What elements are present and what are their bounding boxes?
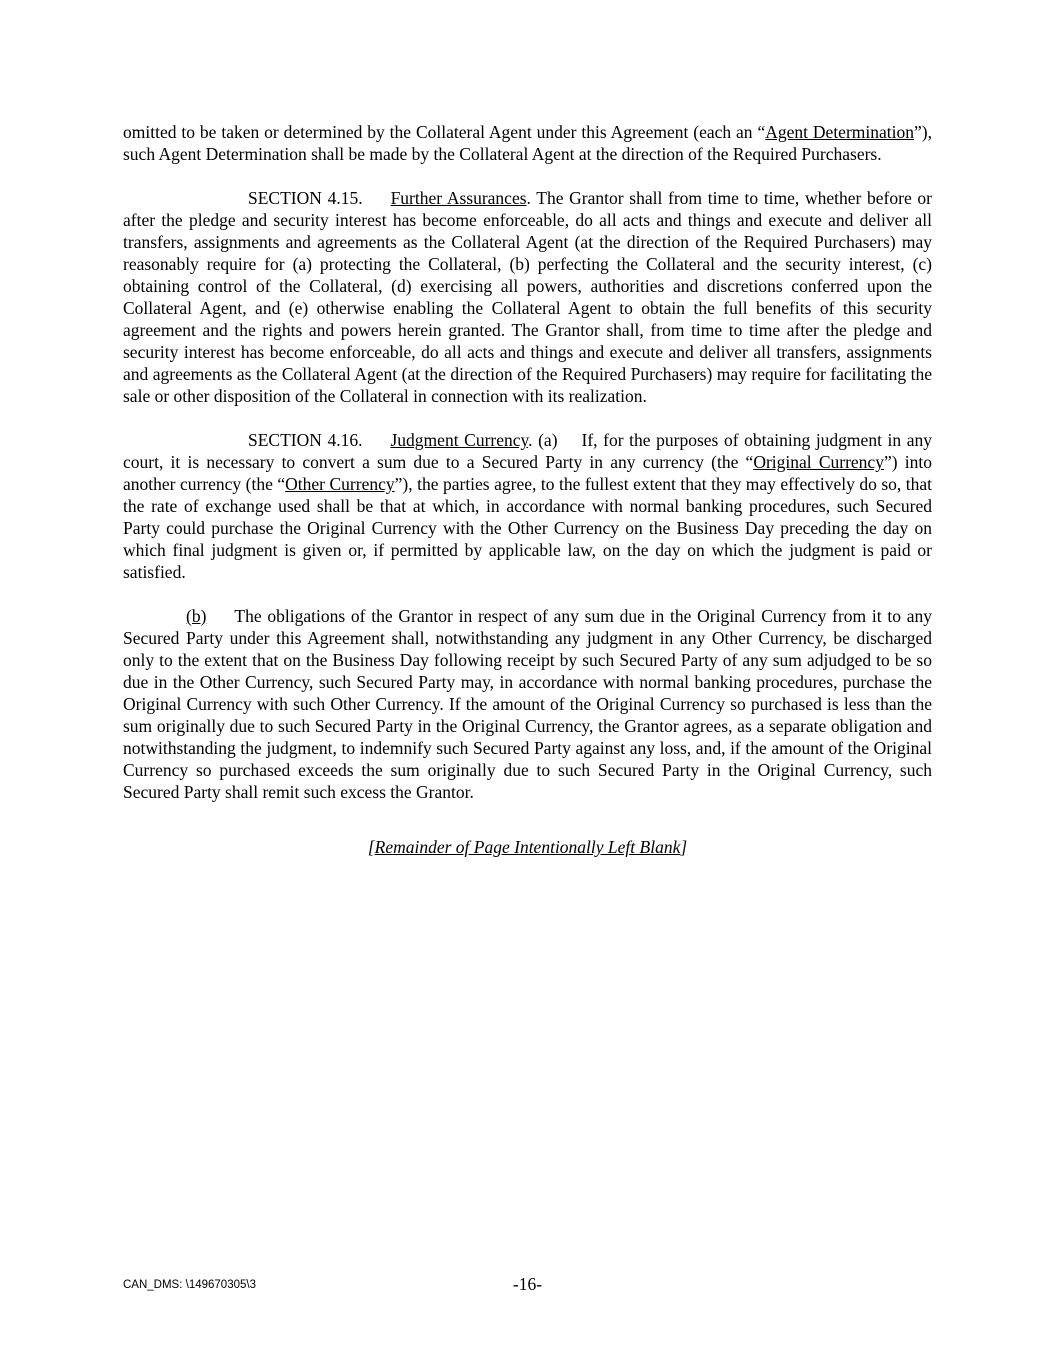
underlined-term: (b) (186, 606, 207, 626)
text-run: ”), the parties agree, to the fullest extent that they may effectively do so, that the rate of exchange used shall be that at which, in accordance with normal banking procedures, such Secured Party could purchase the Original Currency with the Other Currency on the Business Day preceding the day on which final judgment is given or, if permitted by applicable law, on the day on which the judgment is paid or satisfied. (123, 474, 933, 582)
text-run: omitted to be taken or determined by the Collateral Agent under this Agreement (each an “ (123, 122, 766, 142)
document-body (123, 121, 932, 880)
paragraph-agent-determination (123, 121, 932, 165)
underlined-term: Original Currency (753, 452, 884, 472)
section-4-16-judgment-currency-a (123, 429, 932, 583)
text-run: The obligations of the Grantor in respect of any sum due in the Original Currency from it to any Secured Party under this Agreement shall, notwithstanding any judgment in any Other Currency, be discharged only to the extent that on the Business Day following receipt by such Secured Party of any sum adjudged to be so due in the Other Currency, such Secured Party may, in accordance with normal banking procedures, purchase the Original Currency with such Other Currency. If the amount of the Original Currency so purchased is less than the sum originally due to such Secured Party in the Original Currency, the Grantor agrees, as a separate obligation and notwithstanding the judgment, to indemnify such Secured Party against any loss, and, if the amount of the Original Currency so purchased exceeds the sum originally due to such Secured Party in the Original Currency, such Secured Party shall remit such excess the Grantor. (123, 606, 932, 802)
page-number: -16- (512, 1274, 543, 1294)
text-run: SECTION 4.15. (248, 188, 363, 208)
underlined-term: Agent Determination (765, 122, 914, 142)
page-footer (0, 1274, 1055, 1300)
text-run: . (a) (528, 430, 558, 450)
section-4-16-judgment-currency-b (123, 605, 932, 803)
text-run: . The Grantor shall from time to time, whether before or after the pledge and security interest has become enforceable, do all acts and things and execute and deliver all transfers, assignments and agreements as the Collateral Agent (at the direction of the Required Purchasers) may reasonably require for (a) protecting the Collateral, (b) perfecting the Collateral and the security interest, (c) obtaining control of the Collateral, (d) exercising all powers, authorities and discretions conferred upon the Collateral Agent, and (e) otherwise enabling the Collateral Agent to obtain the full benefits of this security agreement and the rights and powers herein granted. The Grantor shall, from time to time after the pledge and security interest has become enforceable, do all acts and things and execute and deliver all transfers, assignments and agreements as the Collateral Agent (at the direction of the Required Purchasers) may require for facilitating the sale or other disposition of the Collateral in connection with its realization. (123, 188, 932, 406)
text-run: [ (367, 837, 375, 857)
underlined-term: Other Currency (285, 474, 395, 494)
text-run: ”), such Agent Determination shall be made by the Collateral Agent at the direction of the Required Purchasers. (123, 122, 932, 164)
text-run: If, for the purposes of obtaining judgment in any court, it is necessary to convert a sum due to a Secured Party in any currency (the “ (123, 430, 932, 472)
document-reference-number: CAN_DMS: \149670305\3 (123, 1279, 256, 1291)
section-4-15-further-assurances (123, 187, 932, 407)
text-run: ] (680, 837, 688, 857)
underlined-term: Remainder of Page Intentionally Left Blank (374, 837, 681, 857)
remainder-of-page-notice (123, 836, 932, 858)
underlined-term: Further Assurances (390, 188, 527, 208)
text-run: ”) into another currency (the “ (123, 452, 932, 494)
underlined-term: Judgment Currency (390, 430, 529, 450)
text-run: SECTION 4.16. (248, 430, 363, 450)
